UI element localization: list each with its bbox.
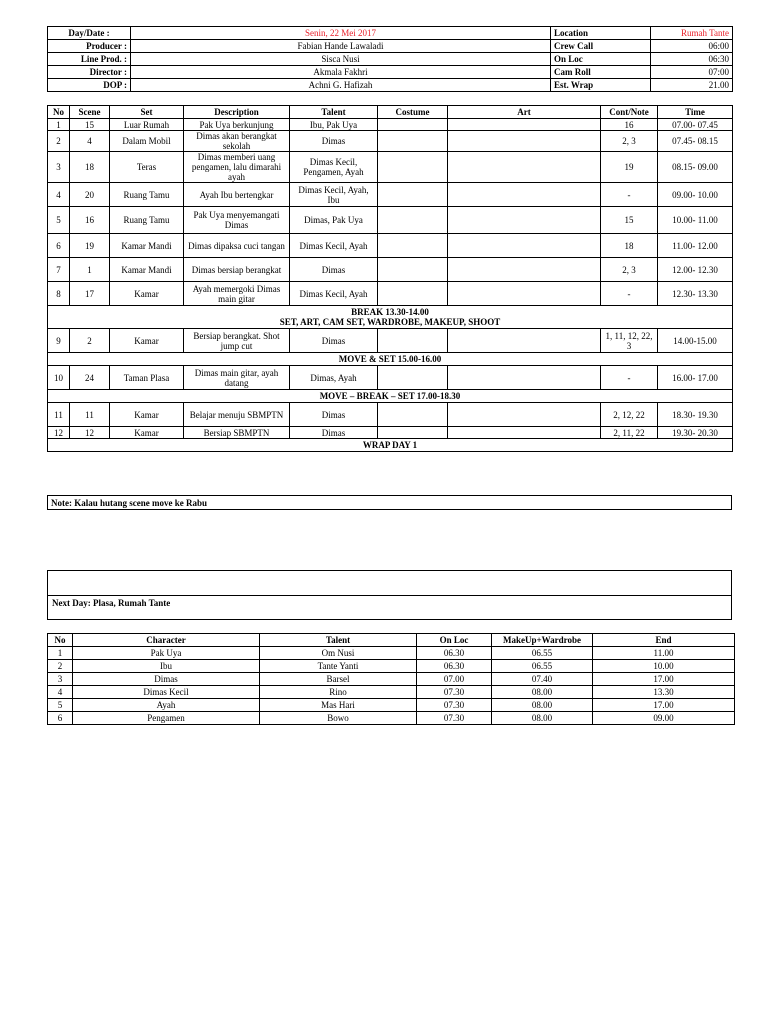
scene-set: Ruang Tamu (110, 183, 184, 207)
header-left-label: Director : (48, 66, 131, 79)
table-row (48, 427, 733, 439)
scene-talent: Dimas (290, 427, 378, 439)
scene-costume (378, 234, 448, 258)
scene-description: Dimas memberi uang pengamen, lalu dimarahi ayah (184, 152, 290, 183)
scene-talent: Ibu, Pak Uya (290, 119, 378, 131)
scene-costume (378, 403, 448, 427)
scene-costume (378, 366, 448, 390)
next-day-box (47, 570, 732, 620)
header-row (48, 79, 733, 92)
scene-time: 09.00- 10.00 (658, 183, 733, 207)
col-time: Time (658, 106, 733, 119)
scene-description: Bersiap berangkat. Shot jump cut (184, 329, 290, 353)
cast-makeup-wardrobe: 08.00 (492, 712, 593, 725)
scene-set: Kamar (110, 282, 184, 306)
scene-number: 17 (70, 282, 110, 306)
cast-character: Pak Uya (73, 647, 260, 660)
note-box (47, 495, 732, 510)
scene-set: Dalam Mobil (110, 131, 184, 152)
scene-note: 18 (601, 234, 658, 258)
scene-art (448, 131, 601, 152)
scene-no: 8 (48, 282, 70, 306)
header-right-value: 06:30 (651, 53, 733, 66)
header-row (48, 27, 733, 40)
scene-talent: Dimas (290, 131, 378, 152)
cast-talent: Barsel (260, 673, 417, 686)
scene-costume (378, 207, 448, 234)
scene-time: 11.00- 12.00 (658, 234, 733, 258)
cast-talent: Rino (260, 686, 417, 699)
scene-set: Kamar Mandi (110, 258, 184, 282)
table-row (48, 660, 735, 673)
header-left-label: DOP : (48, 79, 131, 92)
header-left-value: Achni G. Hafizah (131, 79, 551, 92)
table-row (48, 712, 735, 725)
cast-character: Pengamen (73, 712, 260, 725)
scene-art (448, 403, 601, 427)
scene-no: 3 (48, 152, 70, 183)
cast-col-character: Character (73, 634, 260, 647)
header-left-value: Sisca Nusi (131, 53, 551, 66)
cast-character: Dimas (73, 673, 260, 686)
scene-art (448, 366, 601, 390)
cast-on-loc: 07.00 (417, 673, 492, 686)
break-row (48, 306, 733, 329)
scene-art (448, 152, 601, 183)
scene-costume (378, 258, 448, 282)
scene-note: 2, 3 (601, 131, 658, 152)
scene-no: 2 (48, 131, 70, 152)
scene-talent: Dimas, Ayah (290, 366, 378, 390)
scene-note: 2, 11, 22 (601, 427, 658, 439)
scene-set: Luar Rumah (110, 119, 184, 131)
scene-set: Teras (110, 152, 184, 183)
scene-costume (378, 183, 448, 207)
cast-on-loc: 07.30 (417, 712, 492, 725)
table-row (48, 647, 735, 660)
move-break-bar-row (48, 390, 733, 403)
scene-time: 12.30- 13.30 (658, 282, 733, 306)
cast-end: 17.00 (593, 673, 735, 686)
cast-no: 5 (48, 699, 73, 712)
cast-makeup-wardrobe: 06.55 (492, 647, 593, 660)
cast-on-loc: 07.30 (417, 699, 492, 712)
table-row (48, 152, 733, 183)
scene-costume (378, 427, 448, 439)
scene-no: 5 (48, 207, 70, 234)
scene-set: Kamar Mandi (110, 234, 184, 258)
scene-number: 1 (70, 258, 110, 282)
header-row (48, 53, 733, 66)
scene-no: 4 (48, 183, 70, 207)
cast-on-loc: 07.30 (417, 686, 492, 699)
scene-talent: Dimas Kecil, Ayah, Ibu (290, 183, 378, 207)
header-right-value: Rumah Tante (651, 27, 733, 40)
scene-description: Pak Uya menyemangati Dimas (184, 207, 290, 234)
scene-set: Ruang Tamu (110, 207, 184, 234)
scene-description: Dimas main gitar, ayah datang (184, 366, 290, 390)
scene-set: Kamar (110, 427, 184, 439)
break-time: BREAK 13.30-14.00 (351, 307, 429, 317)
scene-no: 7 (48, 258, 70, 282)
scene-talent: Dimas, Pak Uya (290, 207, 378, 234)
scene-talent: Dimas Kecil, Pengamen, Ayah (290, 152, 378, 183)
col-set: Set (110, 106, 184, 119)
cast-body (48, 647, 735, 725)
header-right-label: Crew Call (551, 40, 651, 53)
cast-table (47, 633, 735, 725)
cast-talent: Om Nusi (260, 647, 417, 660)
col-talent: Talent (290, 106, 378, 119)
scene-time: 07.00- 07.45 (658, 119, 733, 131)
scene-note: - (601, 282, 658, 306)
table-row (48, 119, 733, 131)
scene-description: Ayah memergoki Dimas main gitar (184, 282, 290, 306)
header-left-value: Fabian Hande Lawaladi (131, 40, 551, 53)
scene-time: 19.30- 20.30 (658, 427, 733, 439)
cast-makeup-wardrobe: 07.40 (492, 673, 593, 686)
scene-number: 12 (70, 427, 110, 439)
cast-no: 6 (48, 712, 73, 725)
scene-costume (378, 152, 448, 183)
header-left-value: Akmala Fakhri (131, 66, 551, 79)
scene-art (448, 329, 601, 353)
break-activities: SET, ART, CAM SET, WARDROBE, MAKEUP, SHOOT (279, 317, 501, 327)
scene-set: Kamar (110, 329, 184, 353)
scene-description: Pak Uya berkunjung (184, 119, 290, 131)
scene-art (448, 258, 601, 282)
scene-schedule-table (47, 105, 733, 452)
cast-talent: Bowo (260, 712, 417, 725)
cast-no: 1 (48, 647, 73, 660)
scene-number: 24 (70, 366, 110, 390)
scene-note: - (601, 366, 658, 390)
scene-note: 2, 12, 22 (601, 403, 658, 427)
scene-set: Kamar (110, 403, 184, 427)
col-costume: Costume (378, 106, 448, 119)
scene-description: Dimas bersiap berangkat (184, 258, 290, 282)
scene-art (448, 282, 601, 306)
scene-no: 11 (48, 403, 70, 427)
col-no: No (48, 106, 70, 119)
scene-time: 14.00-15.00 (658, 329, 733, 353)
cast-no: 3 (48, 673, 73, 686)
next-day-text: Next Day: Plasa, Rumah Tante (52, 598, 171, 608)
header-row (48, 40, 733, 53)
cast-end: 09.00 (593, 712, 735, 725)
break-block (48, 306, 733, 329)
scene-art (448, 119, 601, 131)
move-set-bar-row (48, 353, 733, 366)
wrap-bar-row (48, 439, 733, 452)
cast-no: 4 (48, 686, 73, 699)
scene-costume (378, 329, 448, 353)
scene-time: 07.45- 08.15 (658, 131, 733, 152)
scene-time: 12.00- 12.30 (658, 258, 733, 282)
table-row (48, 699, 735, 712)
header-right-value: 07:00 (651, 66, 733, 79)
scene-number: 4 (70, 131, 110, 152)
table-row (48, 258, 733, 282)
col-art: Art (448, 106, 601, 119)
scene-note: 16 (601, 119, 658, 131)
scene-costume (378, 131, 448, 152)
next-day-divider (48, 595, 731, 596)
scene-time: 10.00- 11.00 (658, 207, 733, 234)
cast-col-makeup-wardrobe: MakeUp+Wardrobe (492, 634, 593, 647)
table-row (48, 673, 735, 686)
scene-description: Dimas dipaksa cuci tangan (184, 234, 290, 258)
header-right-value: 06:00 (651, 40, 733, 53)
header-rows (48, 27, 733, 92)
scene-note: - (601, 183, 658, 207)
cast-header-row (48, 634, 735, 647)
scene-no: 12 (48, 427, 70, 439)
move-set-bar: MOVE & SET 15.00-16.00 (48, 353, 733, 366)
header-right-label: Est. Wrap (551, 79, 651, 92)
cast-on-loc: 06.30 (417, 647, 492, 660)
scene-talent: Dimas (290, 329, 378, 353)
cast-on-loc: 06.30 (417, 660, 492, 673)
scene-costume (378, 282, 448, 306)
wrap-bar: WRAP DAY 1 (48, 439, 733, 452)
cast-col-talent: Talent (260, 634, 417, 647)
table-row (48, 183, 733, 207)
header-right-label: Cam Roll (551, 66, 651, 79)
header-right-label: On Loc (551, 53, 651, 66)
scene-set: Taman Plasa (110, 366, 184, 390)
table-row (48, 131, 733, 152)
scene-note: 2, 3 (601, 258, 658, 282)
scene-description: Ayah Ibu bertengkar (184, 183, 290, 207)
scene-art (448, 207, 601, 234)
scene-no: 1 (48, 119, 70, 131)
scene-art (448, 183, 601, 207)
table-row (48, 207, 733, 234)
cast-makeup-wardrobe: 06.55 (492, 660, 593, 673)
cast-talent: Tante Yanti (260, 660, 417, 673)
schedule-body (48, 119, 733, 452)
scene-costume (378, 119, 448, 131)
cast-end: 13.30 (593, 686, 735, 699)
scene-note: 19 (601, 152, 658, 183)
scene-talent: Dimas Kecil, Ayah (290, 234, 378, 258)
call-sheet-header (47, 26, 733, 92)
scene-description: Bersiap SBMPTN (184, 427, 290, 439)
header-left-label: Day/Date : (48, 27, 131, 40)
scene-talent: Dimas Kecil, Ayah (290, 282, 378, 306)
scene-no: 10 (48, 366, 70, 390)
table-row (48, 403, 733, 427)
cast-makeup-wardrobe: 08.00 (492, 699, 593, 712)
col-cont-note: Cont/Note (601, 106, 658, 119)
scene-art (448, 427, 601, 439)
header-left-label: Line Prod. : (48, 53, 131, 66)
table-row (48, 366, 733, 390)
cast-character: Dimas Kecil (73, 686, 260, 699)
header-left-value: Senin, 22 Mei 2017 (131, 27, 551, 40)
cast-character: Ayah (73, 699, 260, 712)
table-row (48, 234, 733, 258)
header-row (48, 66, 733, 79)
cast-end: 17.00 (593, 699, 735, 712)
scene-number: 20 (70, 183, 110, 207)
scene-number: 2 (70, 329, 110, 353)
cast-col-end: End (593, 634, 735, 647)
scene-talent: Dimas (290, 403, 378, 427)
note-text: Note: Kalau hutang scene move ke Rabu (48, 496, 732, 510)
move-break-bar: MOVE – BREAK – SET 17.00-18.30 (48, 390, 733, 403)
scene-description: Belajar menuju SBMPTN (184, 403, 290, 427)
scene-note: 15 (601, 207, 658, 234)
cast-character: Ibu (73, 660, 260, 673)
col-scene: Scene (70, 106, 110, 119)
scene-art (448, 234, 601, 258)
cast-end: 10.00 (593, 660, 735, 673)
scene-time: 08.15- 09.00 (658, 152, 733, 183)
cast-makeup-wardrobe: 08.00 (492, 686, 593, 699)
scene-number: 19 (70, 234, 110, 258)
scene-note: 1, 11, 12, 22, 3 (601, 329, 658, 353)
cast-col-no: No (48, 634, 73, 647)
table-row (48, 686, 735, 699)
scene-number: 15 (70, 119, 110, 131)
scene-no: 6 (48, 234, 70, 258)
table-row (48, 329, 733, 353)
table-row (48, 282, 733, 306)
scene-time: 16.00- 17.00 (658, 366, 733, 390)
cast-col-on-loc: On Loc (417, 634, 492, 647)
scene-number: 11 (70, 403, 110, 427)
scene-description: Dimas akan berangkat sekolah (184, 131, 290, 152)
cast-no: 2 (48, 660, 73, 673)
cast-talent: Mas Hari (260, 699, 417, 712)
header-right-label: Location (551, 27, 651, 40)
header-right-value: 21.00 (651, 79, 733, 92)
scene-talent: Dimas (290, 258, 378, 282)
col-description: Description (184, 106, 290, 119)
scene-number: 16 (70, 207, 110, 234)
schedule-header-row (48, 106, 733, 119)
scene-number: 18 (70, 152, 110, 183)
scene-no: 9 (48, 329, 70, 353)
header-left-label: Producer : (48, 40, 131, 53)
scene-time: 18.30- 19.30 (658, 403, 733, 427)
cast-end: 11.00 (593, 647, 735, 660)
